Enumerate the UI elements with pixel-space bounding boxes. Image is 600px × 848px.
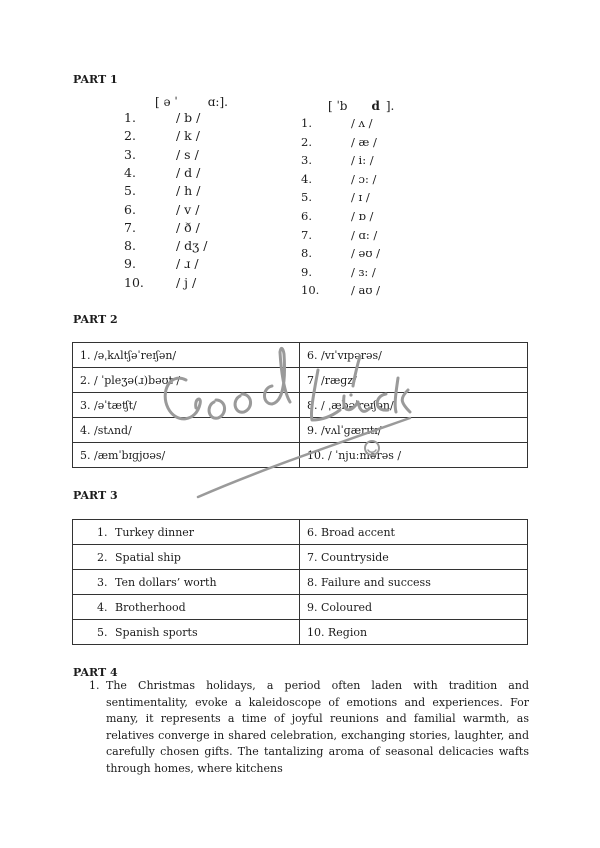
row-text: Spanish sports — [115, 625, 198, 639]
item-number: 1. — [124, 110, 136, 125]
table-cell: 4. /stʌnd/ — [73, 418, 300, 443]
table-cell: 10. Region — [300, 620, 528, 645]
item-number: 4. — [124, 164, 136, 180]
paragraph-item — [89, 678, 529, 777]
item-number: 4. — [301, 171, 312, 186]
right-bracket-open: [ ˈb — [328, 99, 348, 113]
item-symbol: / ɒ / — [351, 209, 374, 223]
part4-paragraph-list — [89, 678, 529, 777]
item-number: 9. — [301, 264, 312, 279]
row-number: 2. — [97, 550, 108, 564]
table-cell: 6. /vɪˈvɪpərəs/ — [300, 343, 528, 368]
table-cell: 1. /əˌkʌltʃəˈreɪʃən/ — [73, 343, 300, 368]
item-number: 10. — [301, 283, 320, 298]
item-number: 3. — [124, 146, 136, 162]
item-symbol: / h / — [176, 183, 201, 199]
table-cell: 3. /əˈtæʧt/ — [73, 393, 300, 418]
table-cell: 7. /ræɡz/ — [300, 368, 528, 393]
table-cell — [73, 595, 300, 620]
right-bracket-close: ]. — [385, 99, 395, 113]
item-symbol: / ð / — [176, 219, 200, 235]
table-row — [73, 520, 528, 545]
table-cell: 10. / ˈnjuːmərəs / — [300, 443, 528, 468]
part1-right-bracket — [328, 99, 394, 113]
part1-consonant-list — [124, 110, 244, 290]
paragraph-number: 1. — [89, 679, 100, 692]
paragraph-text: The Christmas holidays, a period often laden with tradition and sentimentality, evoke a kaleidoscope of emotions and experiences. For many, it represents a time of joyful reunions and familial warmth, as relatives converge in shared celebration, exchanging stories, laughter, and carefully chosen gifts. The tantalizing aroma of seasonal delicacies wafts through homes, where kitchens — [106, 679, 529, 775]
item-symbol: / əʊ / — [351, 246, 380, 261]
item-number: 9. — [124, 256, 136, 272]
table-cell: 9. /vʌlˈɡærɪtɪ/ — [300, 418, 528, 443]
item-symbol: / ɪ / — [351, 190, 370, 205]
table-cell: 8. / ˌæbəˈreɪʃən/ — [300, 393, 528, 418]
item-number: 7. — [301, 227, 312, 242]
row-number: 1. — [97, 525, 108, 539]
table-row — [73, 418, 528, 443]
item-symbol: / ɜ: / — [351, 264, 376, 279]
table-cell: 6. Broad accent — [300, 520, 528, 545]
table-row — [73, 393, 528, 418]
item-number: 6. — [124, 201, 136, 217]
part3-table — [72, 519, 528, 645]
item-symbol: / ɔ: / — [351, 171, 377, 186]
row-text: Ten dollars’ worth — [115, 575, 217, 589]
item-symbol: / k / — [176, 128, 200, 144]
item-number: 2. — [301, 134, 312, 149]
part3-heading: PART 3 — [73, 489, 118, 502]
row-number: 5. — [97, 625, 108, 639]
table-row — [73, 570, 528, 595]
table-row — [73, 368, 528, 393]
item-number: 5. — [124, 183, 136, 199]
row-number: 3. — [97, 575, 108, 589]
item-symbol: / j / — [176, 274, 197, 290]
item-symbol: / b / — [176, 110, 201, 125]
item-number: 1. — [301, 116, 312, 130]
item-number: 8. — [124, 238, 136, 254]
item-number: 8. — [301, 246, 312, 261]
item-symbol: / æ / — [351, 134, 377, 149]
left-bracket-open: [ ə ˈ — [155, 95, 178, 109]
table-row — [73, 343, 528, 368]
right-bracket-mid: d — [371, 99, 380, 113]
item-number: 3. — [301, 153, 312, 168]
item-number: 5. — [301, 190, 312, 205]
item-symbol: / ɹ / — [176, 256, 199, 272]
table-cell: 5. /æmˈbɪɡjʊəs/ — [73, 443, 300, 468]
item-number: 2. — [124, 128, 136, 144]
part1-vowel-list — [301, 116, 411, 300]
table-row — [73, 595, 528, 620]
item-symbol: / dʒ / — [176, 238, 208, 254]
table-cell — [73, 545, 300, 570]
item-symbol: / v / — [176, 201, 200, 217]
table-row — [73, 545, 528, 570]
item-number: 10. — [124, 274, 144, 290]
row-number: 4. — [97, 600, 108, 614]
item-symbol: / d / — [176, 164, 201, 180]
table-cell: 8. Failure and success — [300, 570, 528, 595]
item-symbol: / ɑ: / — [351, 227, 378, 242]
table-cell — [73, 620, 300, 645]
item-number: 7. — [124, 219, 136, 235]
row-text: Spatial ship — [115, 550, 181, 564]
table-row — [73, 443, 528, 468]
part1-heading: PART 1 — [73, 73, 118, 86]
part2-heading: PART 2 — [73, 313, 118, 326]
part4-heading: PART 4 — [73, 666, 118, 679]
row-text: Turkey dinner — [115, 525, 195, 539]
left-bracket-close: ɑ:]. — [207, 95, 228, 109]
table-cell — [73, 570, 300, 595]
item-symbol: / i: / — [351, 153, 374, 168]
table-row — [73, 620, 528, 645]
table-cell: 9. Coloured — [300, 595, 528, 620]
part2-table — [72, 342, 528, 468]
part1-left-bracket — [155, 95, 228, 109]
table-cell: 7. Countryside — [300, 545, 528, 570]
item-symbol: / s / — [176, 146, 199, 162]
item-symbol: / ʌ / — [351, 116, 373, 130]
item-number: 6. — [301, 209, 312, 223]
item-symbol: / aʊ / — [351, 283, 381, 298]
table-cell — [73, 520, 300, 545]
row-text: Brotherhood — [115, 600, 186, 614]
table-cell: 2. / ˈpleʒə(ɹ)bəʊt / — [73, 368, 300, 393]
